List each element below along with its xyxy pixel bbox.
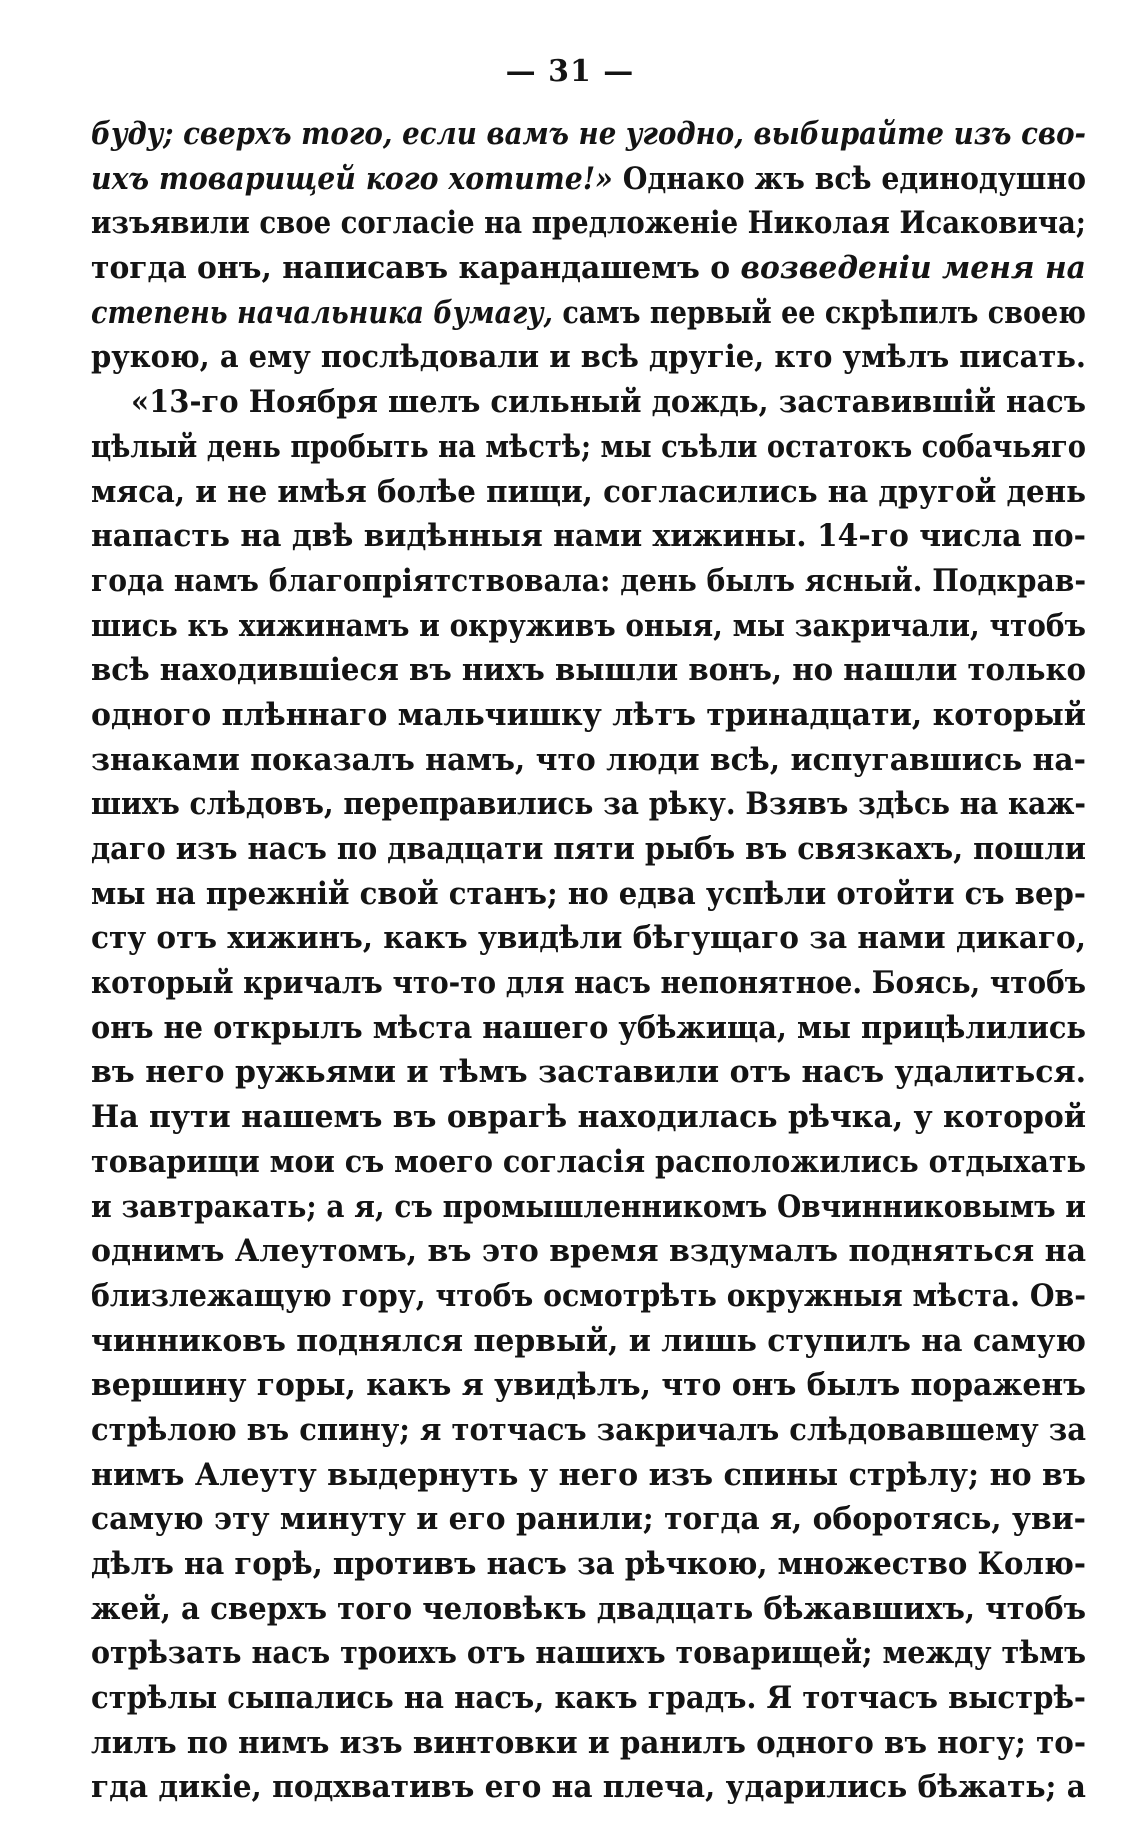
text-line	[91, 1229, 1086, 1274]
text-line	[91, 782, 1086, 827]
text-run: и завтракать; а я, съ промышленникомъ Овчинниковымъ и	[91, 1188, 1087, 1225]
text-line	[91, 1765, 1086, 1810]
text-run: стрѣлы сыпались на насъ, какъ градъ. Я тотчасъ выстрѣ-	[91, 1680, 1086, 1717]
text-line	[91, 425, 1086, 470]
text-run: рукою, а ему послѣдовали и всѣ другіе, кто умѣлъ писать.	[91, 339, 1087, 376]
text-run: вершину горы, какъ я увидѣлъ, что онъ былъ пораженъ	[91, 1367, 1086, 1404]
text-run: «13-го Ноября шелъ сильный дождь, заставившій насъ	[131, 384, 1086, 421]
text-run: возведеніи меня на	[740, 250, 1086, 287]
text-run: мы на прежній свой станъ; но едва успѣли отойти съ вер-	[91, 875, 1086, 912]
text-line	[91, 380, 1086, 425]
text-line	[91, 1721, 1086, 1766]
text-line	[91, 1006, 1086, 1051]
text-line	[91, 1587, 1086, 1632]
text-run: мяса, и не имѣя болѣе пищи, согласились на другой день	[91, 473, 1087, 510]
text-run: самую эту минуту и его ранили; тогда я, оборотясь, уви-	[91, 1501, 1087, 1538]
text-run: гда дикіе, подхвативъ его на плеча, ударились бѣжать; а	[91, 1769, 1086, 1806]
text-run: ихъ товарищей кого хотите!»	[91, 160, 613, 197]
text-line	[91, 1140, 1086, 1185]
text-run: знаками показалъ намъ, что люди всѣ, испугавшись на-	[91, 741, 1086, 778]
text-line	[91, 1274, 1086, 1319]
page-number: — 31 —	[505, 54, 635, 89]
text-run: шихъ слѣдовъ, переправились за рѣку. Взявъ здѣсь на каж-	[91, 786, 1087, 823]
text-line	[91, 827, 1086, 872]
text-run: всѣ находившіеся въ нихъ вышли вонъ, но нашли только	[91, 652, 1087, 689]
text-line	[91, 112, 1086, 157]
text-line	[91, 916, 1086, 961]
text-line	[91, 1631, 1086, 1676]
text-run: одного плѣннаго мальчишку лѣтъ тринадцати, который	[91, 696, 1087, 733]
text-line	[91, 291, 1086, 336]
text-run: тогда онъ, написавъ карандашемъ о	[91, 250, 741, 287]
text-line	[91, 1497, 1086, 1542]
text-line	[91, 470, 1086, 515]
text-run: однимъ Алеутомъ, въ это время вздумалъ подняться на	[91, 1233, 1087, 1270]
text-run: который кричалъ что-то для насъ непонятное. Боясь, чтобъ	[91, 965, 1087, 1002]
text-line	[91, 1095, 1086, 1140]
text-line	[91, 559, 1086, 604]
text-line	[91, 246, 1086, 291]
text-run: онъ не открылъ мѣста нашего убѣжища, мы прицѣлились	[91, 1009, 1087, 1046]
text-run: жей, а сверхъ того человѣкъ двадцать бѣжавшихъ, чтобъ	[91, 1590, 1087, 1627]
text-line	[91, 1453, 1086, 1498]
text-line	[91, 157, 1086, 202]
text-run: года намъ благопріятствовала: день былъ ясный. Подкрав-	[91, 562, 1087, 599]
text-run: товарищи мои съ моего согласія расположились отдыхать	[91, 1143, 1087, 1180]
text-line	[91, 335, 1086, 380]
text-run: даго изъ насъ по двадцати пяти рыбъ въ связкахъ, пошли	[91, 831, 1087, 867]
text-line	[91, 1408, 1086, 1453]
text-run: напасть на двѣ видѣнныя нами хижины. 14-го числа по-	[91, 518, 1086, 555]
text-line	[91, 872, 1086, 917]
text-run: самъ первый ее скрѣпилъ своею	[552, 294, 1086, 331]
text-line	[91, 693, 1086, 738]
text-run: близлежащую гору, чтобъ осмотрѣть окружныя мѣста. Ов-	[91, 1277, 1086, 1314]
text-line	[91, 961, 1086, 1006]
text-run: нимъ Алеуту выдернуть у него изъ спины стрѣлу; но въ	[91, 1456, 1086, 1493]
text-line	[91, 1676, 1086, 1721]
text-line	[91, 604, 1086, 649]
text-line	[91, 1363, 1086, 1408]
text-line	[91, 1185, 1086, 1230]
text-run: сту отъ хижинъ, какъ увидѣли бѣгущаго за нами дикаго,	[91, 920, 1087, 957]
text-run: изъявили свое согласіе на предложеніе Николая Исаковича;	[91, 205, 1086, 242]
text-line	[91, 1050, 1086, 1095]
text-line	[91, 648, 1086, 693]
text-run: стрѣлою въ спину; я тотчасъ закричалъ слѣдовавшему за	[91, 1411, 1087, 1448]
text-line	[91, 738, 1086, 783]
text-line	[91, 1319, 1086, 1364]
text-run: въ него ружьями и тѣмъ заставили отъ насъ удалиться.	[91, 1054, 1087, 1091]
text-run: Однако жъ всѣ единодушно	[612, 160, 1086, 197]
text-run: цѣлый день пробыть на мѣстѣ; мы съѣли остатокъ собачьяго	[91, 428, 1086, 465]
body-text	[91, 112, 1086, 1810]
text-line	[91, 201, 1086, 246]
text-run: степень начальника бумагу,	[91, 294, 553, 331]
text-run: буду; сверхъ того, если вамъ не угодно, выбирайте изъ сво-	[91, 116, 1086, 152]
text-line	[91, 1542, 1086, 1587]
text-run: лилъ по нимъ изъ винтовки и ранилъ одного въ ногу; то-	[91, 1724, 1087, 1761]
text-run: На пути нашемъ въ оврагѣ находилась рѣчка, у которой	[91, 1099, 1087, 1136]
text-run: дѣлъ на горѣ, противъ насъ за рѣчкою, множество Колю-	[91, 1546, 1087, 1582]
text-run: отрѣзать насъ троихъ отъ нашихъ товарищей; между тѣмъ	[91, 1635, 1086, 1672]
text-run: шись къ хижинамъ и окруживъ оныя, мы закричали, чтобъ	[91, 607, 1086, 644]
text-run: чинниковъ поднялся первый, и лишь ступилъ на самую	[91, 1322, 1087, 1359]
text-line	[91, 514, 1086, 559]
